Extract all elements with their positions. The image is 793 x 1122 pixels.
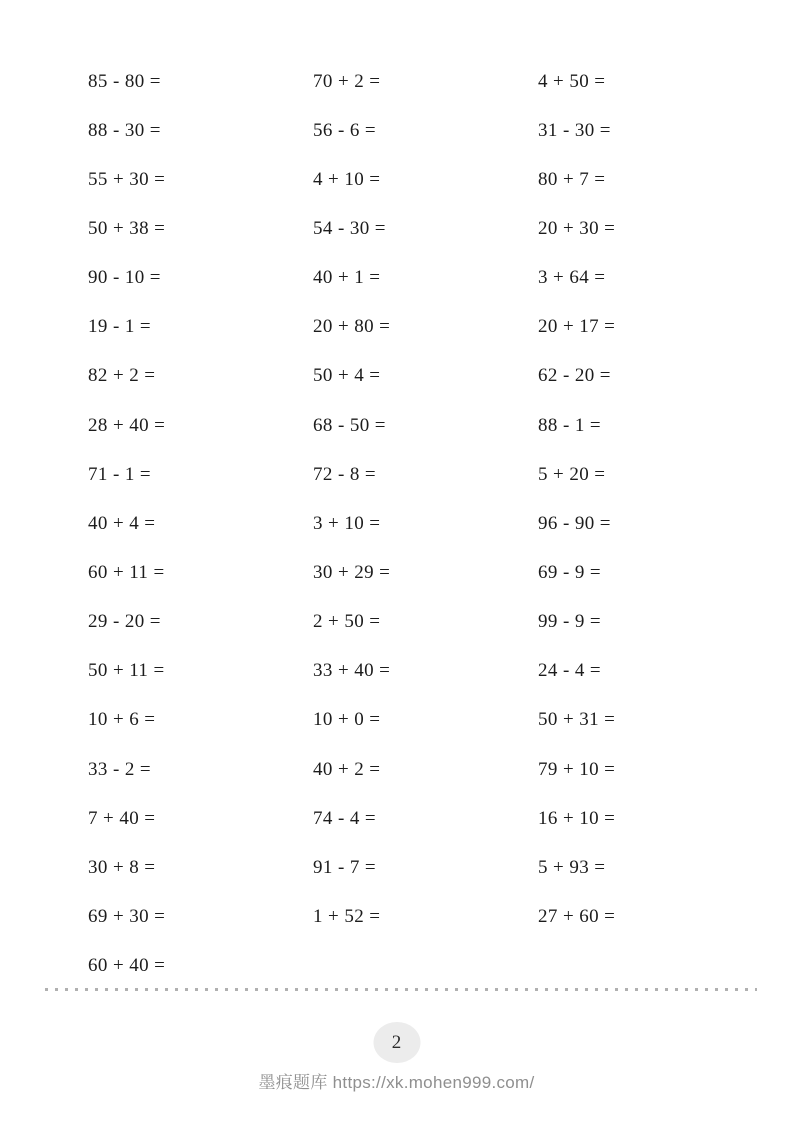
math-problem: 69 + 30 = <box>88 905 166 927</box>
math-problem: 29 - 20 = <box>88 611 161 633</box>
math-problem: 28 + 40 = <box>88 414 166 436</box>
math-problem: 85 - 80 = <box>88 70 161 92</box>
math-problem: 70 + 2 = <box>313 70 381 92</box>
math-problem: 80 + 7 = <box>538 168 606 190</box>
math-problem: 62 - 20 = <box>538 365 611 387</box>
math-problem: 99 - 9 = <box>538 611 601 633</box>
math-problem: 50 + 4 = <box>313 365 381 387</box>
math-problem: 33 + 40 = <box>313 660 391 682</box>
page-number-badge <box>373 1022 420 1063</box>
empty-cell <box>313 942 538 991</box>
math-problem: 24 - 4 = <box>538 660 601 682</box>
math-problem: 20 + 80 = <box>313 316 391 338</box>
math-problem: 82 + 2 = <box>88 365 156 387</box>
math-problem: 2 + 50 = <box>313 611 381 633</box>
math-problem: 27 + 60 = <box>538 905 616 927</box>
math-problem: 4 + 10 = <box>313 168 381 190</box>
math-problem: 5 + 20 = <box>538 463 606 485</box>
math-problem: 5 + 93 = <box>538 856 606 878</box>
math-problem: 30 + 29 = <box>313 561 391 583</box>
math-problem: 40 + 1 = <box>313 267 381 289</box>
empty-cell <box>538 942 768 991</box>
math-problem: 10 + 0 = <box>313 709 381 731</box>
math-problem: 71 - 1 = <box>88 463 151 485</box>
math-problem: 74 - 4 = <box>313 807 376 829</box>
math-problem: 10 + 6 = <box>88 709 156 731</box>
math-problem: 50 + 38 = <box>88 217 166 239</box>
math-problem: 72 - 8 = <box>313 463 376 485</box>
math-problem: 55 + 30 = <box>88 168 166 190</box>
math-problem: 60 + 11 = <box>88 561 165 583</box>
math-problem: 31 - 30 = <box>538 119 611 141</box>
math-problem: 91 - 7 = <box>313 856 376 878</box>
footer-credit: 墨痕题库 https://xk.mohen999.com/ <box>258 1073 535 1092</box>
math-problem: 7 + 40 = <box>88 807 156 829</box>
math-problem: 50 + 31 = <box>538 709 616 731</box>
math-problem: 60 + 40 = <box>88 955 166 977</box>
math-problem: 33 - 2 = <box>88 758 151 780</box>
math-problem: 54 - 30 = <box>313 217 386 239</box>
math-problem: 79 + 10 = <box>538 758 616 780</box>
math-problem: 90 - 10 = <box>88 267 161 289</box>
math-problem: 40 + 4 = <box>88 512 156 534</box>
math-problem: 56 - 6 = <box>313 119 376 141</box>
math-problem: 30 + 8 = <box>88 856 156 878</box>
dotted-divider <box>45 988 757 991</box>
math-problem: 3 + 64 = <box>538 267 606 289</box>
math-problem: 4 + 50 = <box>538 70 606 92</box>
math-problem: 69 - 9 = <box>538 561 601 583</box>
math-problem: 3 + 10 = <box>313 512 381 534</box>
math-problem: 16 + 10 = <box>538 807 616 829</box>
page-number: 2 <box>391 1031 402 1053</box>
math-problem: 20 + 17 = <box>538 316 616 338</box>
math-problem: 96 - 90 = <box>538 512 611 534</box>
math-problem: 50 + 11 = <box>88 660 165 682</box>
problems-grid <box>88 57 768 991</box>
math-problem: 20 + 30 = <box>538 217 616 239</box>
math-problem: 88 - 30 = <box>88 119 161 141</box>
math-problem: 40 + 2 = <box>313 758 381 780</box>
math-problem: 68 - 50 = <box>313 414 386 436</box>
math-problem: 1 + 52 = <box>313 905 381 927</box>
math-problem: 88 - 1 = <box>538 414 601 436</box>
math-problem: 19 - 1 = <box>88 316 151 338</box>
